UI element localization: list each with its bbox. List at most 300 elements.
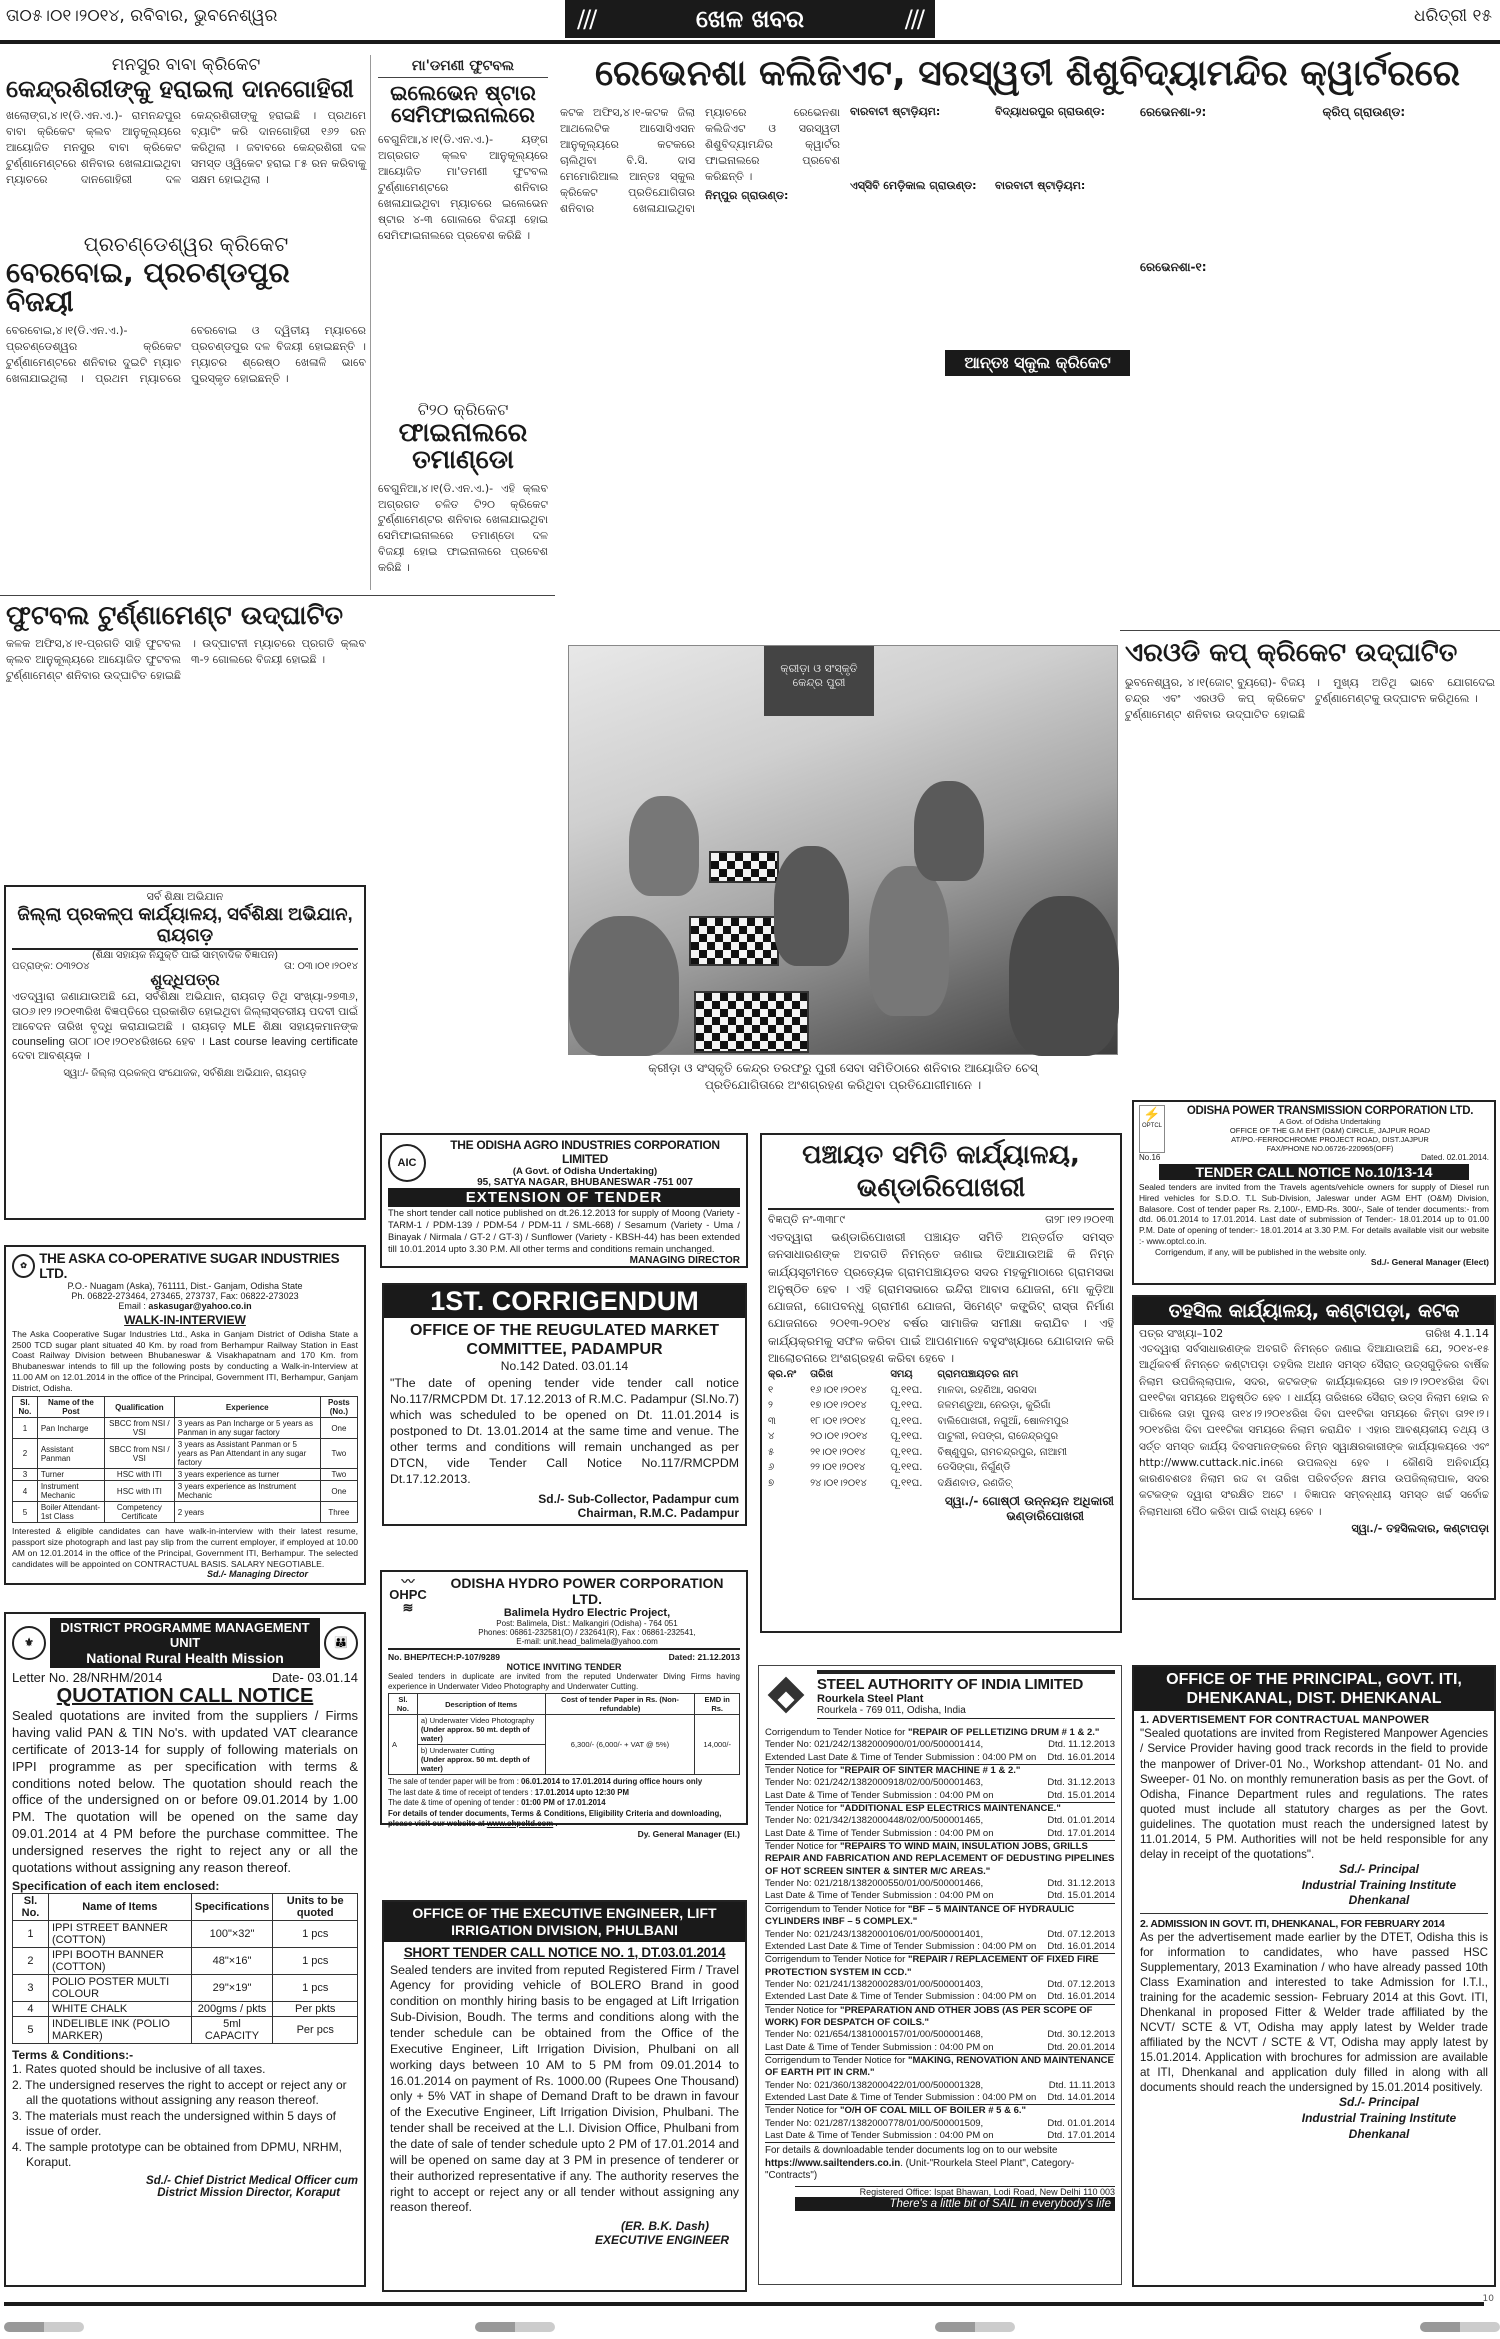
ad-title: ODISHA POWER TRANSMISSION CORPORATION LTD. [1186, 1105, 1474, 1117]
table-cell: 200gms / pkts [191, 2001, 273, 2016]
story-side-columns [1140, 105, 1495, 625]
story-kicker: ମା'ଡମଣୀ ଫୁଟବଲ [378, 55, 548, 78]
tender-deadline-row [765, 2092, 1115, 2105]
story-body: ଖଲୋଙ୍ଗ,୪।୧(ଡି.ଏନ.ଏ.)- ରାମନନ୍ଦପୁର ବାବା କ୍ରିକେଟ କ୍ଲବ ଆନୁକୂଲ୍ୟରେ ଆୟୋଜିତ ମନସୁର ବାବା କ୍ରିକେଟ ଟୁର୍ଣ୍ଣାମେଣ୍ଟରେ ଶନିବାର ଖେଳାଯାଇଥିବା ମ୍ୟାଚରେ ଦାନଗୋହିରୀ ଦଳ କେନ୍ଦ୍ରଶିରୀଙ୍କୁ ହରାଇଛି । ପ୍ରଥମେ ବ୍ୟାଟିଂ କରି ଦାନଗୋହିରୀ ୧୬୨ ରନ କରିଥିଲା । ଜବାବରେ କେନ୍ଦ୍ରଶିରୀ ଦଳ ସମସ୍ତ ଓ୍ୱିକେଟ ହରାଇ ୮୫ ରନ କରିବାକୁ ସକ୍ଷମ ହୋଇଥିଲା । [6, 109, 366, 186]
table-cell: ୨୪।୦୧।୨୦୧୪ [810, 1477, 867, 1489]
section-title: /// ଖେଳ ଖବର /// [565, 0, 935, 38]
ad-kicker: ସର୍ବ ଶିକ୍ଷା ଅଭିଯାନ [146, 891, 224, 903]
ad-corrigendum: Corrigendum, if any, will be published in the website only. [1155, 1246, 1367, 1257]
table-cell: ପୂ.୧୧ଘ. [890, 1431, 923, 1442]
deadline-date: Dtd. 15.01.2014 [1047, 1890, 1115, 1902]
registered-office: Registered Office: Ispat Bhawan, Lodi Road, New Delhi 110 003 [795, 2186, 1115, 2197]
table-cell: 3 years as Assistant Panman or 5 years as Pan Attendant in any sugar factory [174, 1439, 320, 1469]
table-cell: 4 [13, 2001, 49, 2016]
table-cell: 1 [13, 1418, 38, 1439]
table-cell: 3 years experience as Instrument Mechanic [174, 1481, 320, 1502]
posts-table [12, 1396, 358, 1523]
table-header: EMD in Rs. [695, 1694, 740, 1715]
email-label: Email : [118, 1301, 149, 1311]
ad-body: ଏତଦ୍ୱାରା ସର୍ବସାଧାରଣଙ୍କ ଅବଗତି ନିମନ୍ତେ ଜଣାଇ ଦିଆଯାଉଅଛି ଯେ, ୨୦୧୪-୧୫ ଆର୍ଥିକବର୍ଷ ନିମନ୍ତେ କଣ୍ଟାପଡ଼ା ତହସିଲ ଅଧୀନ ସମସ୍ତ ସୈରାତ୍ ଉତ୍ସଗୁଡ଼ିକର ବାର୍ଷିକ ନିଲାମ ଉପଜିଲ୍ଲାପାଳ, ସଦର, କଟକଙ୍କ କାର୍ଯ୍ୟାଳୟରେ ତା୭।୨।୨୦୧୪ରିଖ ଦିବା ଘ୧୧ଟିକା ସମୟରେ ଅନୁଷ୍ଠିତ ହେବ । ଧାର୍ଯ୍ୟ ତାରିଖରେ ସୈରାତ୍ ଉତ୍ସ ନିଲାମ ହୋଇ ନ ପାରିଲେ ତାହା ପୁନଶ୍ଚ ତା୧୪।୨।୨୦୧୪ରିଖ ଦିବା ଘ୧୧ଟିକା ସମୟରେ କିମ୍ବା ତା୨୧।୨।୨୦୧୪ରିଖ ଦିବା ଘ୧୧ଟିକା ସମୟରେ ନିଲାମ କରାଯିବ । ଏହାର ଆବଶ୍ୟକୀୟ ତଥ୍ୟ ଓ ସର୍ତ୍ତ ସମସ୍ତ କାର୍ଯ୍ୟ ଦିବସମାନଙ୍କରେ ନିମ୍ନ ସ୍ୱାକ୍ଷରକାରୀଙ୍କ କାର୍ଯ୍ୟାଳୟରେ ଏବଂ http://www.cuttack.nic.inରେ ଉପଲବ୍ଧ ହେବ । କୌଣସି ଅନିବାର୍ଯ୍ୟ କାରଣବଶତଃ ନିଲାମ ରଦ୍ଦ ବା ତାରିଖ ପରିବର୍ତ୍ତନ କ୍ଷମତା ଉପଜିଲ୍ଲାପାଳ, ସଦର କଟକଙ୍କ ଦ୍ୱାରା ସଂରକ୍ଷିତ ଅଟେ । ବିଜ୍ଞାପନ ସମ୍ବନ୍ଧୀୟ ସମସ୍ତ ଖର୍ଚ୍ଚ ସର୍ବୋଚ୍ଚ ନିଲାମଧାରୀ ପୈଠ କରିବା ପାଇଁ ବାଧ୍ୟ ହେବେ । [1139, 1343, 1489, 1518]
tender-date: Dtd. 31.12.2013 [1047, 1878, 1115, 1890]
signature-line: Sd./- Principal [1338, 2095, 1419, 2110]
notice-prefix: Corrigendum to Tender Notice for [765, 1903, 908, 1915]
table-cell: 48"×16" [191, 1947, 273, 1974]
issue-date: ତା୦୫।୦୧।୨୦୧୪, ରବିବାର, ଭୁବନେଶ୍ୱର [6, 6, 278, 26]
player [629, 796, 699, 896]
ad-date: Dated. 02.01.2014. [1420, 1153, 1489, 1162]
masthead-rule [0, 40, 1500, 44]
table-cell: IPPI STREET BANNER (COTTON) [48, 1920, 191, 1947]
table-cell: ବାଲିପୋଖରୀ, ନଗୁଆଁ, ଷୋଳମପୁର [937, 1415, 1069, 1427]
ad-header [388, 1138, 740, 1188]
notice-prefix: Tender Notice for [765, 2105, 840, 2117]
story-prachandeswar-cricket [6, 232, 366, 503]
ad-ref-row [12, 1670, 358, 1685]
ad-title: ପଞ୍ଚାୟତ ସମିତି କାର୍ଯ୍ୟାଳୟ, ଭଣ୍ଡାରିପୋଖରୀ [768, 1139, 1114, 1210]
ad-signature: ସ୍ୱା:/- ଜିଲ୍ଲା ପ୍ରକଳ୍ପ ସଂଯୋଜକ, ସର୍ବଶିକ୍ଷା ଅଭିଯାନ, ରାୟଗଡ଼ [63, 1068, 307, 1080]
email-link[interactable]: askasugar@yahoo.co.in [148, 1301, 252, 1311]
tender-title [765, 2005, 1115, 2030]
ad-header [388, 1575, 740, 1650]
story-mansur-cricket [6, 55, 366, 203]
tender-date: Dtd. 30.12.2013 [1047, 2029, 1115, 2041]
ad-signature: Sd./- General Manager (Elect) [1370, 1256, 1489, 1267]
photo-sign: କ୍ରୀଡ଼ା ଓ ସଂସ୍କୃତି କେନ୍ଦ୍ର ପୁରୀ [764, 646, 874, 716]
ad-footer-text [765, 2145, 1115, 2182]
table-row [13, 1481, 358, 1502]
notice-prefix: Tender Notice for [765, 1765, 840, 1777]
tender-number-row [765, 1878, 1115, 1890]
table-cell: 2 [13, 1439, 38, 1469]
player [569, 916, 679, 1056]
table-cell: One [320, 1481, 357, 1502]
masthead [0, 0, 1500, 48]
ad-title: STEEL AUTHORITY OF INDIA LIMITED [817, 1676, 1084, 1693]
tender-date-line [388, 1788, 740, 1799]
table-header: Units to be quoted [273, 1893, 358, 1920]
table-cell: 3 [13, 1469, 38, 1481]
story-subhead: ବାରବାଟୀ ଷ୍ଟାଡ଼ିୟମ: [850, 105, 941, 118]
ad-date: ତା: ୦୩।୦୧।୨୦୧୪ [284, 961, 358, 972]
ad-title: OFFICE OF THE REUGULATED MARKET COMMITTEE, PADAMPUR [409, 1322, 720, 1359]
tender-table [388, 1693, 740, 1775]
ad-signature: Sd./- Managing Director [206, 1569, 308, 1580]
website-link[interactable]: https://www.sailtenders.co.in [765, 2157, 901, 2169]
table-header: Sl. No. [13, 1397, 38, 1418]
ad-phones: Phones: 06861-232581(O) / 232641(R), Fax : 06861-232541, [478, 1628, 696, 1637]
ad-signature: Chairman, R.M.C. Padampur [577, 1506, 739, 1521]
sail-logo-icon [765, 1674, 807, 1716]
table-row [13, 1418, 358, 1439]
player [914, 781, 984, 881]
table-cell: Assistant Panman [37, 1439, 104, 1469]
tender-title [765, 1904, 1115, 1929]
ad-aska-sugar [4, 1245, 366, 1585]
term-item: 2. The undersigned reserves the right to accept or reject any or all the quotations without assigning any reason thereof. [12, 2077, 347, 2108]
ad-details: For details of tender documents, Terms & Conditions, Eligibility Criteria and downloading, please visit our website at www.ohpcltd.com . [388, 1808, 722, 1828]
ad-body: The short tender call notice published on dt.26.12.2013 for supply of Moong (Variety -TARM-1 / PDM-139 / PDM-54 / PDM-11 / SML-668) / Sesamum (Variety - Uma / Binayak / Nirmala / GT-2 / GT-3) / Sunflower (Variety - KBSH-44) has been extended till 10.01.2014 upto 3.30 P.M. All other terms and conditions remain unchanged. [388, 1208, 740, 1255]
table-row [13, 1974, 358, 2001]
tender-number-row [765, 1739, 1115, 1751]
ad-intro: The Aska Cooperative Sugar Industries Ltd., Aska in Ganjam District of Odisha State a 2500 TCD sugar plant situated 40 Km. by road from Berhampur Railway Station in East Coast Railway Division between Bhubaneswar & Visakhapatnam and 170 Km. from Bhubaneswar intends to fill up the following posts by conducting a Walk-in-Interview at 11.00 AM on 12.01.2014 in the office of the Principal, Government ITI, Berhampur, Ganjam District, Odisha. [12, 1329, 358, 1393]
table-cell: ପୂ.୧୧ଘ. [890, 1384, 923, 1396]
ad-signature [1270, 1862, 1488, 1909]
notice-name: "REPAIR OF SINTER MACHINE # 1 & 2." [839, 1765, 1021, 1777]
tender-date: Dtd. 01.01.2014 [1047, 2117, 1115, 2129]
table-cell: 4 [13, 1481, 38, 1502]
table-cell: 100"×32" [191, 1920, 273, 1947]
nrhm-family-icon: 👪 [324, 1626, 358, 1660]
table-cell: Three [320, 1502, 357, 1523]
ref-number: No.16 [1139, 1153, 1161, 1162]
table-cell: IPPI BOOTH BANNER (COTTON) [48, 1947, 191, 1974]
ad-body: ଏତଦ୍ୱାରା ଭଣ୍ଡାରିପୋଖରୀ ପଞ୍ଚାୟତ ସମିତି ଅନ୍ତର୍ଗତ ସମସ୍ତ ଜନସାଧାରଣଙ୍କ ଅବଗତି ନିମନ୍ତେ ଜଣାଇ ଦିଆଯାଉଅଛି କି ନିମ୍ନ କାର୍ଯ୍ୟସୂଚୀମତେ ପ୍ରତ୍ୟେକ ଗ୍ରାମପଞ୍ଚାୟତର ସଦର ମହକୁମାଠାରେ ଗ୍ରାମସଭା ଅନୁଷ୍ଠିତ ହେବ । ଏହି ଗ୍ରାମସଭାରେ ଇନ୍ଦିରା ଆବାସ ଯୋଜନା, ମୋ କୁଡ଼ିଆ ଯୋଜନା, ଗୋପବନ୍ଧୁ ଗ୍ରାମୀଣ ଯୋଜନା, ସିମେଣ୍ଟ କଙ୍କ୍ରିଟ୍ ରାସ୍ତା ନିର୍ମାଣ ଯୋଜନାରେ ୨୦୧୩-୨୦୧୪ ବର୍ଷର ସାମାଜିକ ସମୀକ୍ଷା କରାଯିବ । ଏହି କାର୍ଯ୍ୟକ୍ରମକୁ ସଫଳ କରିବା ପାଇଁ ଆପଣମାନେ ବହୁସଂଖ୍ୟାରେ ଯୋଗଦାନ କରି ଆଲୋଚନାରେ ଅଂଶଗ୍ରହଣ କରିବା ହେବେ । [768, 1230, 1114, 1365]
table-cell: ୧୮।୦୧।୨୦୧୪ [810, 1415, 866, 1427]
table-header: Description of Items [417, 1694, 545, 1715]
ad-ref-row [1139, 1327, 1489, 1341]
agro-logo-icon: AIC [388, 1144, 426, 1182]
table-cell: ୧ [768, 1384, 774, 1396]
ad-title: ODISHA HYDRO POWER CORPORATION LTD. [450, 1575, 724, 1607]
photo-caption [568, 1060, 1118, 1094]
table-cell: ଜଳମଣ୍ଡୁଆ, ନେରଡ଼ା, କୁରିଗାଁ [937, 1400, 1051, 1411]
tender-date: Dtd. 11.11.2013 [1048, 2079, 1115, 2091]
story-headline: ଇଲେଭେନ ଷ୍ଟାର ସେମିଫାଇନାଲରେ [390, 81, 536, 128]
table-row [768, 1460, 1114, 1476]
item-note: (Under approx. 50 mt. depth of water) [420, 1755, 530, 1774]
table-row [389, 1715, 740, 1745]
term-item: 3. The materials must reach the undersigned within 5 days of issue of order. [12, 2108, 336, 2139]
cell-item [417, 1715, 545, 1745]
line-value: 17.01.2014 upto 12:30 PM [534, 1787, 629, 1797]
ref-number: ପତ୍ର ସଂଖ୍ୟା–102 [1139, 1327, 1224, 1340]
story-madmani-football [378, 55, 548, 367]
table-row [768, 1445, 1114, 1461]
table-header: ଗ୍ରାମପଞ୍ଚାୟତର ନାମ [937, 1369, 1019, 1380]
deadline-label: Last Date & Time of Tender Submission : 04:00 PM on [765, 1890, 994, 1902]
section-heading: 2. ADMISSION IN GOVT. ITI, DHENKANAL, FOR FEBRUARY 2014 [1140, 1917, 1445, 1930]
ad-ref: No.142 Dated. 03.01.14 [500, 1359, 629, 1374]
caption-line: କ୍ରୀଡ଼ା ଓ ସଂସ୍କୃତି କେନ୍ଦ୍ର ତରଫରୁ ପୁରୀ ସେବା ସମିତିଠାରେ ଶନିବାର ଆୟୋଜିତ ଚେସ୍ [648, 1061, 1038, 1075]
story-subhead: ଏସ୍‌ସିବି ମେଡ଼ିକାଲ ଗ୍ରାଉଣ୍ଡ: [850, 179, 977, 192]
story-subhead: କ୍ରିପ୍ ଗ୍ରାଉଣ୍ଡ: [1322, 105, 1406, 119]
cell-sl: A [389, 1715, 418, 1775]
table-cell: ୪ [768, 1431, 775, 1442]
ad-subtitle: National Rural Health Mission [86, 1650, 284, 1666]
ad-header [765, 1670, 1115, 1719]
column-divider [370, 55, 371, 590]
tender-dates [388, 1777, 740, 1809]
table-cell: POLIO POSTER MULTI COLOUR [48, 1974, 191, 2001]
tender-deadline-row [765, 1991, 1115, 2004]
tender-notice [765, 1954, 1115, 2004]
story-subhead: ବିଦ୍ୟାଧରପୁର ଗ୍ରାଉଣ୍ଡ: [995, 105, 1106, 118]
tender-number: Tender No: 021/654/1381000157/01/00/500001468, [765, 2029, 984, 2041]
ad-subtitle: Balimela Hydro Electric Project, [503, 1607, 671, 1619]
table-row [13, 2001, 358, 2016]
signature-line: Dhenkanal [1348, 2126, 1410, 2141]
tender-title [765, 2055, 1115, 2080]
ad-odisha-agro [380, 1133, 748, 1268]
ad-ref-row [388, 1652, 740, 1662]
line-label: The date & time of opening of tender : [388, 1798, 522, 1808]
table-header: Experience [174, 1397, 320, 1418]
tender-deadline-row [765, 2042, 1115, 2055]
tender-date: Dtd. 07.12.2013 [1047, 1978, 1115, 1990]
section-heading: 1. ADVERTISEMENT FOR CONTRACTUAL MANPOWER [1140, 1714, 1430, 1727]
notice-name: "ADDITIONAL ESP ELECTRICS MAINTENANCE." [839, 1803, 1061, 1815]
item-name: b) Underwater Cutting [420, 1746, 495, 1756]
footer-text: For details & downloadable tender documents log on to our website [765, 2145, 1058, 2157]
deadline-date: Dtd. 15.01.2014 [1047, 1789, 1115, 1801]
tender-deadline-row [765, 1752, 1115, 1765]
tender-deadline-row [765, 2130, 1115, 2143]
deadline-date: Dtd. 16.01.2014 [1047, 1991, 1115, 2003]
chessboard [689, 916, 779, 966]
ad-line: AT/PO.-FERROCHROME PROJECT ROAD, DIST.JAJPUR [1231, 1135, 1429, 1144]
tender-date-line [388, 1777, 740, 1788]
table-cell: ୧୭।୦୧।୨୦୧୪ [810, 1400, 867, 1411]
table-cell: 1 pcs [273, 1920, 358, 1947]
tender-deadline-row [765, 1890, 1115, 1903]
ad-heading: ଶୁଦ୍ଧିପତ୍ର [150, 972, 220, 989]
footer-rule [4, 2302, 1484, 2306]
ad-lift-irrigation [382, 1900, 747, 2292]
item-name: a) Underwater Video Photography [420, 1716, 535, 1726]
chess-photo [568, 645, 1118, 1090]
table-cell: ପାଟୁଲୀ, ନପଙ୍ଗ, ରାଜେନ୍ଦ୍ରପୁର [937, 1431, 1059, 1442]
table-cell: SBCC from NSI / VSI [105, 1439, 175, 1469]
terms-heading: Terms & Conditions:- [12, 2047, 134, 2062]
aska-logo-icon: ✿ [12, 1254, 35, 1278]
table-cell: 29"×19" [191, 1974, 273, 2001]
table-cell: 2 years [174, 1502, 320, 1523]
ad-address: Post: Balimela, Dist.: Malkangiri (Odisha) - 764 051 [496, 1619, 678, 1628]
ad-address: P.O.- Nuagam (Aska), 761111, Dist.- Ganjam, Odisha State [67, 1281, 303, 1291]
ad-ohpc-tender [380, 1570, 748, 1839]
ad-address: 95, SATYA NAGAR, BHUBANESWAR -751 007 [477, 1177, 693, 1188]
cell-cost: 6,300/- (6,000/- + VAT @ 5%) [545, 1715, 695, 1775]
table-cell: ଦକ୍ଷିଣବାଡ, ରଣଜିତ୍ [937, 1477, 1012, 1489]
ad-intro: Sealed tenders in duplicate are invited from the reputed Underwater Diving Firms having experience in Underwater Video Photography and Underwater Cutting. [388, 1672, 740, 1691]
tender-number-row [765, 1815, 1115, 1827]
ad-date: Dated: 21.12.2013 [668, 1652, 740, 1662]
table-cell: 1 [13, 1920, 49, 1947]
ad-signature: ସ୍ୱା./- ତହସିଲଦାର, କଣ୍ଟାପଡ଼ା [1351, 1521, 1489, 1535]
ad-date: ତାରିଖ 4.1.14 [1425, 1327, 1489, 1340]
table-cell: ୨୦।୦୧।୨୦୧୪ [810, 1431, 868, 1442]
ad-banner: 1ST. CORRIGENDUM [384, 1285, 745, 1318]
ad-signature: ଭଣ୍ଡାରିପୋଖରୀ [1006, 1509, 1084, 1523]
story-body: ବେଗୁନିଆ,୪।୧(ଡି.ଏନ.ଏ.)- ଏହି କ୍ଲବ ଅଗ୍ରଗତ ଚଳିତ ଟି୨୦ କ୍ରିକେଟ ଟୁର୍ଣ୍ଣାମେଣ୍ଟର ଶନିବାର ଖେଳାଯାଇଥିବା ସେମିଫାଇନାଲରେ ତମାଣ୍ଡୋ ଦଳ ବିଜୟୀ ହୋଇ ଫାଇନାଲରେ ପ୍ରବେଶ କରିଛି । [378, 481, 548, 575]
table-cell: WHITE CHALK [48, 2001, 191, 2016]
table-row [13, 1439, 358, 1469]
table-header: ତାରିଖ [810, 1369, 834, 1380]
table-cell: 1 pcs [273, 1947, 358, 1974]
cell-item [417, 1745, 545, 1775]
tender-number-row [765, 1979, 1115, 1991]
ad-line: FAX/PHONE NO.06726-220965(OFF) [1266, 1144, 1394, 1153]
tender-title [765, 1803, 1115, 1815]
tender-number: Tender No: 021/242/1382000918/02/00/500001463, [765, 1777, 984, 1789]
table-cell: 3 years as Pan Incharge or 5 years as Panman in any sugar factory [174, 1418, 320, 1439]
ad-phone: Ph. 06822-273464, 273465, 273737, Fax: 06822-273023 [71, 1291, 299, 1301]
ad-subtitle: (ଶିକ୍ଷା ସହାୟକ ନିଯୁକ୍ତି ପାଇଁ ସାମ୍ବାଦିକ ବିଜ୍ଞାପନ) [92, 950, 278, 961]
deadline-date: Dtd. 20.01.2014 [1047, 2041, 1115, 2053]
tender-list [765, 1727, 1115, 2143]
table-cell: ୨ [768, 1400, 773, 1411]
table-header: ସମୟ [890, 1369, 913, 1380]
photo-image [568, 645, 1118, 1055]
registration-mark [4, 2322, 84, 2332]
items-table [12, 1893, 358, 2044]
chessboard [694, 991, 809, 1053]
ad-title: OFFICE OF THE EXECUTIVE ENGINEER, LIFT IRRIGATION DIVISION, PHULBANI [384, 1902, 745, 1942]
table-cell: INDELIBLE INK (POLIO MARKER) [48, 2016, 191, 2043]
schedule-table [768, 1367, 1114, 1491]
story-headline: ବେରବୋଇ, ପ୍ରଚଣ୍ଡପୁର ବିଜୟୀ [6, 256, 290, 319]
ad-signature: Dy. General Manager (El.) [637, 1828, 740, 1839]
ad-signature: Sd./- Sub-Collector, Padampur cum [538, 1492, 739, 1507]
ad-body: "The date of opening tender vide tender call notice No.117/RMCPDM Dt. 17.12.2013 of R.M.C. Padampur (Sl.No.7) which was scheduled to be opened on Dt. 11.01.2014 is postponed to Dt. 13.01.2014 at the same time and venue. The other terms and conditions will remain unchanged as per DTCN, vide Tender Call Notice No.117/RMCPDM Dt.17.12.2013. [390, 1376, 740, 1487]
signature-line: Industrial Training Institute [1301, 2111, 1457, 2125]
tender-notice [765, 1765, 1115, 1803]
website-link[interactable]: www.ohpcltd.com [486, 1818, 554, 1828]
tender-title [765, 1841, 1115, 1878]
table-header: Cost of tender Paper in Rs. (Non-refundable) [545, 1694, 695, 1715]
ad-signature: ସ୍ୱା./- ଗୋଷ୍ଠୀ ଉନ୍ନୟନ ଅଧିକାରୀ [944, 1494, 1114, 1508]
table-cell: Boiler Attendant-1st Class [37, 1502, 104, 1523]
table-header: Specifications [191, 1893, 273, 1920]
table-cell: 1 pcs [273, 1974, 358, 2001]
line-value: 01:00 PM of 17.01.2014 [521, 1798, 606, 1808]
tender-notice [765, 2105, 1115, 2143]
story-body: କଳକ ଅଫିସ,୪।୧-ପ୍ରଗତି ସାହି ଫୁଟବଲ କ୍ଲବ ଆନୁକୂଲ୍ୟରେ ଆୟୋଜିତ ଫୁଟବଲ ଟୁର୍ଣ୍ଣାମେଣ୍ଟ ଶନିବାର ଉଦ୍‌ଘାଟିତ ହୋଇଛି । ଉଦ୍‌ଘାଟନୀ ମ୍ୟାଚରେ ପ୍ରଗତି କ୍ଲବ ୩-୨ ଗୋଲରେ ବିଜୟୀ ହୋଇଛି । [6, 637, 366, 683]
odisha-emblem-icon: ⚜ [12, 1626, 46, 1660]
tender-notice [765, 2055, 1115, 2105]
sail-tagline: There's a little bit of SAIL in everybody's life [795, 2197, 1115, 2211]
deadline-label: Extended Last Date & Time of Tender Submission : 04:00 PM on [765, 1940, 1037, 1952]
tender-date: Dtd. 31.12.2013 [1047, 1777, 1115, 1789]
ad-title-block [1171, 1105, 1489, 1153]
footer-tail: . (Unit-"Rourkela Steel Plant", Category-"Contracts") [765, 2157, 1075, 2181]
table-cell: Two [320, 1439, 357, 1469]
story-kicker: ମନସୁର ବାବା କ୍ରିକେଟ [111, 55, 261, 75]
story-headline: ଏରଓଡି କପ୍ କ୍ରିକେଟ ଉଦ୍‌ଘାଟିତ [1125, 638, 1458, 668]
tender-date: Dtd. 11.12.2013 [1048, 1739, 1115, 1751]
ad-title: ଜିଲ୍ଲା ପ୍ରକଳ୍ପ କାର୍ଯ୍ୟାଳୟ, ସର୍ବଶିକ୍ଷା ଅଭିଯାନ, ରାୟଗଡ଼ [12, 904, 358, 950]
table-cell: ପୂ.୧୧ଘ. [890, 1400, 923, 1411]
deadline-label: Last Date & Time of Tender Submission : 04:00 PM on [765, 1789, 994, 1801]
notice-name: "REPAIRS TO WIND MAIN, INSULATION JOBS, GRILLS REPAIR AND FABRICATION AND REPLACEMENT OF DEDUSTING PIPELINES OF HOT SCREEN SINTER & SINTER M/C AREAS." [765, 1841, 1115, 1877]
story-body: ବେଗୁନିଆ,୪।୧(ଡି.ଏନ.ଏ.)- ୟଙ୍ଗ ଅଗ୍ରଗତ କ୍ଲବ ଆନୁକୂଲ୍ୟରେ ଆୟୋଜିତ ମା'ଡମଣୀ ଫୁଟବଲ ଟୁର୍ଣ୍ଣାମେଣ୍ଟରେ ଶନିବାର ଖେଳାଯାଇଥିବା ମ୍ୟାଚରେ ଇଲେଭେନ ଷ୍ଟାର ୪-୩ ଗୋଲରେ ବିଜୟୀ ହୋଇ ସେମିଫାଇନାଲରେ ପ୍ରବେଶ କରିଛି । [378, 133, 548, 242]
tender-notice [765, 2005, 1115, 2055]
table-row [768, 1429, 1114, 1445]
ad-title: THE ASKA CO-OPERATIVE SUGAR INDUSTRIES LTD. [39, 1251, 340, 1281]
table-row [13, 1920, 358, 1947]
logo-text: OPTCL [1141, 1123, 1162, 1129]
table-header: Sl. No. [389, 1694, 418, 1715]
table-cell: 5ml CAPACITY [191, 2016, 273, 2043]
ad-address: Rourkela - 769 011, Odisha, India [817, 1705, 966, 1716]
notice-name: "MAKING, RENOVATION AND MAINTENANCE OF EARTH PIT IN CRM." [765, 2054, 1114, 2079]
player [1009, 896, 1119, 1056]
deadline-label: Extended Last Date & Time of Tender Submission : 04:00 PM on [765, 1751, 1037, 1763]
story-subhead: ବାରବାଟୀ ଷ୍ଟାଡ଼ିୟମ: [995, 179, 1086, 192]
tender-title [765, 2105, 1115, 2117]
caption-line: ପ୍ରତିଯୋଗିତାରେ ଅଂଶଗ୍ରହଣ କରିଥିବା ପ୍ରତିଯୋଗୀମାନେ । [704, 1077, 982, 1092]
story-body: ବେରବୋଇ,୪।୧(ଡି.ଏନ.ଏ.)- ପ୍ରଚଣ୍ଡେଶ୍ୱର କ୍ରିକେଟ ଟୁର୍ଣ୍ଣାମେଣ୍ଟରେ ଶନିବାର ଦୁଇଟି ମ୍ୟାଚ ଖେଳାଯାଇଥିଲା । ପ୍ରଥମ ମ୍ୟାଚରେ ବେରବୋଇ ଓ ଦ୍ୱିତୀୟ ମ୍ୟାଚରେ ପ୍ରଚଣ୍ଡପୁର ଦଳ ବିଜୟୀ ହୋଇଛନ୍ତି । ମ୍ୟାଚର ଶ୍ରେଷ୍ଠ ଖେଳାଳି ଭାବେ ପୁରସ୍କୃତ ହୋଇଛନ୍ତି । [6, 323, 366, 385]
ad-panchayat-samiti [760, 1133, 1122, 1633]
tender-date: Dtd. 07.12.2013 [1047, 1928, 1115, 1940]
table-row [13, 1502, 358, 1523]
table-cell: Two [320, 1469, 357, 1481]
ad-title: OFFICE OF THE PRINCIPAL, GOVT. ITI, DHENKANAL, DIST. DHENKANAL [1134, 1667, 1494, 1711]
table-cell: Pan Incharge [37, 1418, 104, 1439]
table-cell: 5 [13, 1502, 38, 1523]
terms-list [12, 2062, 358, 2171]
table-header: Name of Items [48, 1893, 191, 1920]
signature-line: Dhenkanal [1348, 1893, 1410, 1908]
deadline-date: Dtd. 16.01.2014 [1047, 1940, 1115, 1952]
table-cell: Per pcs [273, 2016, 358, 2043]
ad-title: THE ODISHA AGRO INDUSTRIES CORPORATION LIMITED [450, 1138, 720, 1166]
tender-number: Tender No: 021/243/1382000106/01/00/500001401, [765, 1928, 984, 1940]
table-header: Qualification [105, 1397, 175, 1418]
ad-nrhm-quotation [4, 1612, 366, 2287]
ad-signature: (ER. B.K. Dash) [620, 2219, 709, 2234]
table-cell: ୭ [768, 1477, 775, 1489]
tender-number: Tender No: 021/242/1382000900/01/00/500001414, [765, 1739, 984, 1751]
table-cell: Per pkts [273, 2001, 358, 2016]
notice-name: "PREPARATION AND OTHER JOBS (AS PER SCOPE OF WORK) FOR DESPATCH OF COILS." [765, 2004, 1093, 2028]
notice-prefix: Tender Notice for [765, 1803, 840, 1815]
logo-text: OHPC [389, 1587, 427, 1602]
ad-heading: TENDER CALL NOTICE No.10/13-14 [1159, 1164, 1469, 1180]
ad-ref-row [1139, 1153, 1489, 1162]
ad-header [12, 1618, 358, 1668]
ad-date: ତା୨୮।୧୨।୨୦୧୩ [1045, 1213, 1114, 1226]
notice-name: "BF – 5 MAINTANCE OF HYDRAULIC CYLINDERS INBF – 5 COMPLEX." [765, 1903, 1075, 1928]
page-number: ଧରିତ୍ରୀ ୧୫ [1414, 6, 1492, 26]
ohpc-logo-icon: 〰 OHPC ≋ [389, 1574, 427, 1615]
story-subhead: ରେଭେନଶା-୨: [1140, 105, 1207, 119]
letter-number: Letter No. 28/NRHM/2014 [12, 1670, 163, 1685]
ad-subtitle: Rourkela Steel Plant [817, 1693, 924, 1705]
ad-body: Sealed quotations are invited from the suppliers / Firms having valid PAN & TIN No's. with updated VAT clearance certificate of 2013-14 for supply of following materials on IPPI programme as per specification with terms & conditions noted below. The quotation should reach the office of the undersigned on or before 09.01.2014 by 1.00 PM. The quotation will be opened on the same day 09.01.2014 at 4 PM before the purchase committee. The undersigned reserves the right to reject any or all the quotations without assigning any reason thereof. [12, 1708, 358, 1876]
tender-date-line [388, 1798, 740, 1809]
table-cell: SBCC from NSI / VSI [105, 1418, 175, 1439]
table-header: Name of the Post [37, 1397, 104, 1418]
ad-title-block [430, 1138, 740, 1188]
ad-outro: Interested & eligible candidates can have walk-in-interview with their latest resume, passport size photograph and last pay slip from the current employer, if employed at 10.00 AM on 12.01.2014 in the office of the Principal, Government ITI, Berhampur. The selected candidates will be appointed on CONTRACTUAL BASIS. SALARY NEGOTIABLE. [12, 1526, 358, 1569]
tender-number: Tender No: 021/287/1382000778/01/00/500001509, [765, 2117, 984, 2129]
ad-signature: EXECUTIVE ENGINEER [594, 2233, 729, 2248]
tender-deadline-row [765, 1828, 1115, 1841]
ad-title-block [817, 1670, 1115, 1719]
table-row [768, 1476, 1114, 1492]
story-divider [0, 595, 555, 596]
ad-optcl-tender [1132, 1100, 1496, 1285]
deadline-label: Last Date & Time of Tender Submission : 04:00 PM on [765, 2130, 994, 2141]
ref-number: ବିଜ୍ଞପ୍ତି ନଂ-୩୩୮୯ [768, 1213, 845, 1226]
story-body: ଭୁବନେଶ୍ୱର, ୪।୧(ଜୋଟ୍ ବ୍ୟୁରୋ)- ବିଜୟ ଚନ୍ଦ୍ର ଏବଂ ଏରଓଡି କପ୍ କ୍ରିକେଟ ଟୁର୍ଣ୍ଣାମେଣ୍ଟ ଶନିବାର ଉଦ୍‌ଘାଟିତ ହୋଇଛି । ମୁଖ୍ୟ ଅତିଥି ଭାବେ ଯୋଗଦେଇ ଟୁର୍ଣ୍ଣାମେଣ୍ଟକୁ ଉଦ୍‌ଘାଟନ କରିଥିଲେ । [1125, 676, 1495, 722]
ad-iti-dhenkanal [1132, 1665, 1496, 2287]
tender-notice [765, 1841, 1115, 1904]
story-football-tournament [6, 603, 366, 901]
tender-notice [765, 1727, 1115, 1765]
ad-title-bar [50, 1618, 320, 1668]
